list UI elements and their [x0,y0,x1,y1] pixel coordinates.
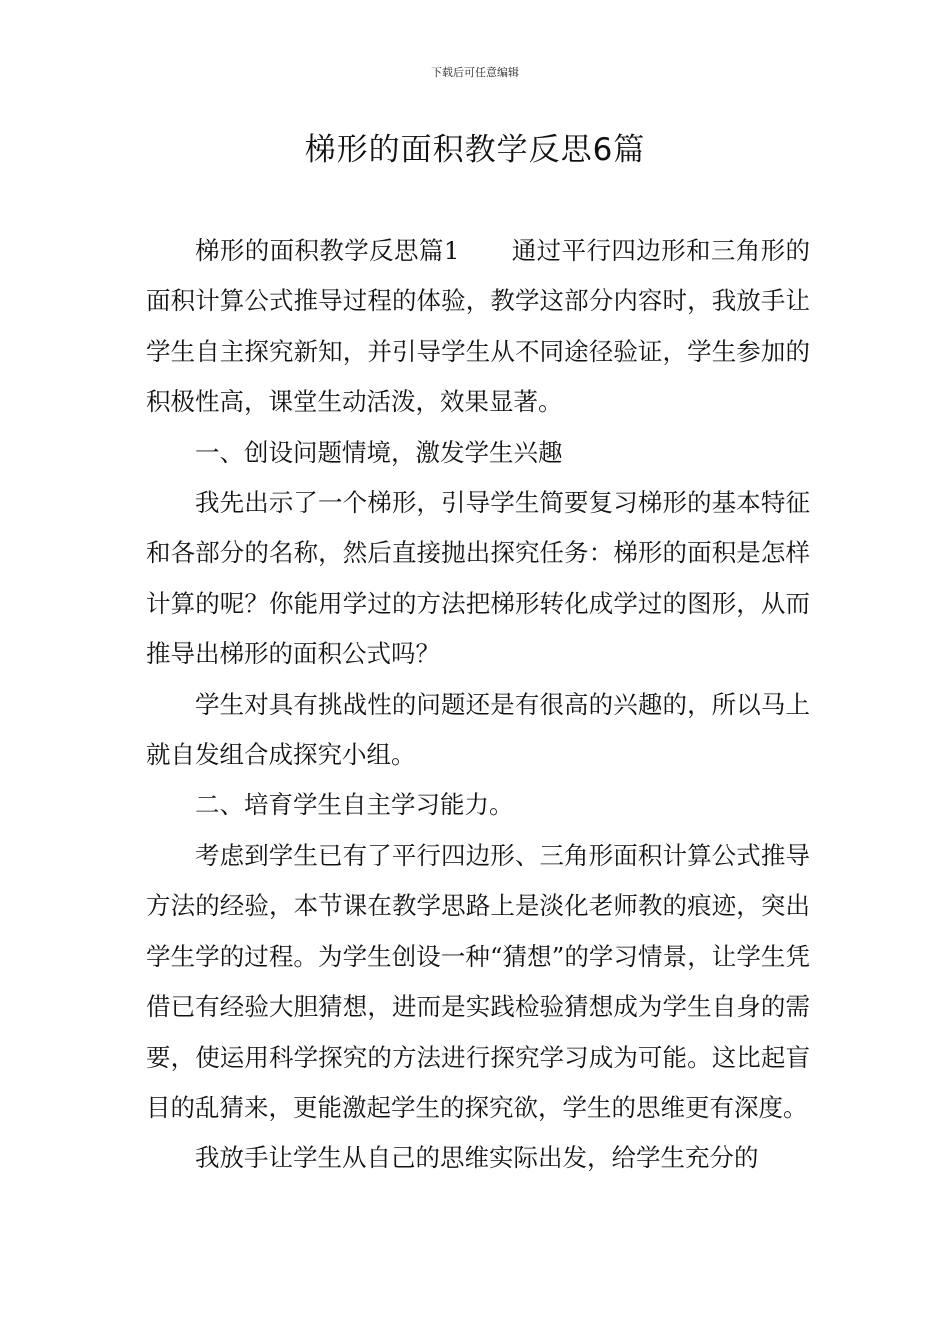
document-body [146,226,810,1184]
header-note: 下载后可任意编辑 [431,66,519,79]
paragraph-2: 我先出示了一个梯形，引导学生简要复习梯形的基本特征和各部分的名称，然后直接抛出探究任务：梯形的面积是怎样计算的呢？你能用学过的方法把梯形转化成学过的图形，从而推导出梯形的面积公式吗？ [146,488,810,669]
paragraph-4: 考虑到学生已有了平行四边形、三角形面积计算公式推导方法的经验，本节课在教学思路上是淡化老师教的痕迹，突出学生学的过程。为学生创设一种“猜想”的学习情景，让学生凭借已有经验大胆猜想，进而是实践检验猜想成为学生自身的需要，使运用科学探究的方法进行探究学习成为可能。这比起盲目的乱猜来，更能激起学生的探究欲，学生的思维更有深度。 [146,840,810,1122]
paragraph-1 [146,226,810,428]
heading-1: 一、创设问题情境，激发学生兴趣 [195,437,563,467]
paragraph-3: 学生对具有挑战性的问题还是有很高的兴趣的，所以马上就自发组合成探究小组。 [146,689,810,770]
document-title: 梯形的面积教学反思6篇 [304,132,646,168]
section-title: 梯形的面积教学反思篇1 [195,236,460,265]
heading-2: 二、培育学生自主学习能力。 [195,790,514,820]
paragraph-1-text: 通过平行四边形和三角形的面积计算公式推导过程的体验，教学这部分内容时，我放手让学生自主探究新知，并引导学生从不同途径验证，学生参加的积极性高，课堂生动活泼，效果显著。 [146,236,811,417]
paragraph-5: 我放手让学生从自己的思维实际出发，给学生充分的 [195,1143,759,1173]
